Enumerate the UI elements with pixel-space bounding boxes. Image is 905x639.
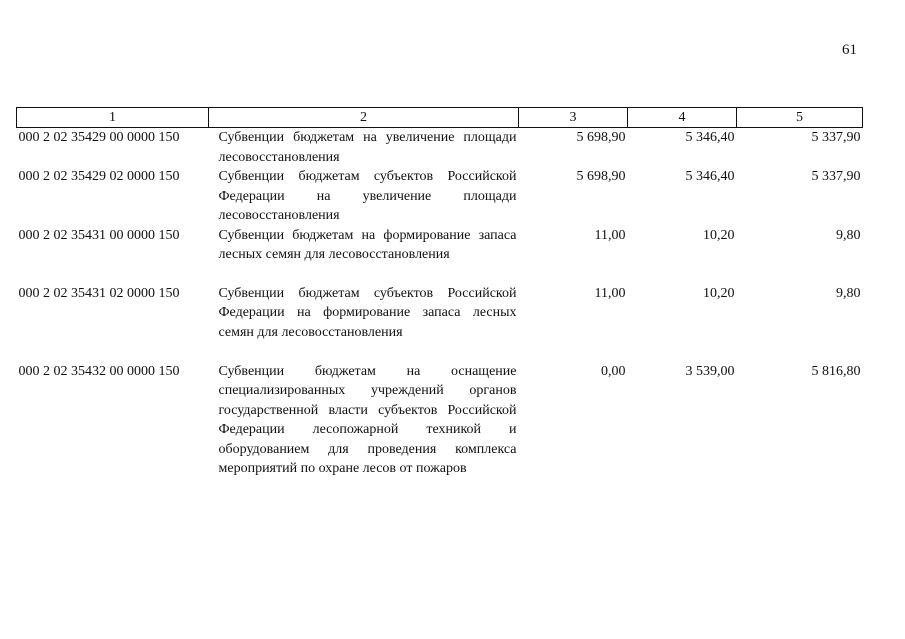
description: Субвенции бюджетам субъектов Российской Федерации на формирование запаса лесных семян для лесовосстановления (218, 285, 517, 340)
column-header-2: 2 (209, 108, 519, 128)
amount-col-3: 0,00 (601, 363, 626, 379)
table-row (17, 226, 863, 284)
amount-col-4: 5 346,40 (685, 130, 735, 145)
amount-col-4: 5 346,40 (685, 169, 735, 184)
amount-col-4: 3 539,00 (685, 363, 735, 379)
column-header-3: 3 (519, 108, 628, 128)
description: Субвенции бюджетам на оснащение специализированных учреждений органов государственной власти субъектов Российской Федерации лесопожарной техникой и оборудованием для проведения комплекса мероприятий по охране лесов от пожаров (218, 363, 517, 476)
table-row (17, 362, 863, 498)
column-header-1: 1 (17, 108, 209, 128)
amount-col-5: 5 337,90 (811, 169, 861, 184)
description: Субвенции бюджетам на формирование запаса лесных семян для лесовосстановления (218, 227, 517, 262)
description: Субвенции бюджетам на увеличение площади лесовосстановления (218, 130, 517, 165)
amount-col-5: 9,80 (836, 227, 861, 243)
budget-code: 000 2 02 35431 02 0000 150 (18, 285, 180, 301)
budget-table (16, 107, 863, 498)
page-number: 61 (842, 42, 857, 58)
budget-code: 000 2 02 35429 02 0000 150 (18, 169, 180, 184)
amount-col-4: 10,20 (703, 227, 735, 243)
amount-col-5: 9,80 (836, 285, 861, 301)
amount-col-3: 11,00 (594, 227, 626, 243)
amount-col-4: 10,20 (703, 285, 735, 301)
column-header-4: 4 (628, 108, 737, 128)
column-header-5: 5 (737, 108, 863, 128)
amount-col-3: 5 698,90 (576, 130, 626, 145)
table-row (17, 128, 863, 168)
table-body (17, 128, 863, 498)
amount-col-5: 5 337,90 (811, 130, 861, 145)
table-row (17, 284, 863, 362)
table-row (17, 167, 863, 226)
amount-col-3: 5 698,90 (576, 169, 626, 184)
amount-col-5: 5 816,80 (811, 363, 861, 379)
budget-code: 000 2 02 35429 00 0000 150 (18, 130, 180, 145)
description: Субвенции бюджетам субъектов Российской Федерации на увеличение площади лесовосстановления (218, 169, 517, 223)
header-row (17, 108, 863, 128)
amount-col-3: 11,00 (594, 285, 626, 301)
table-header (17, 108, 863, 128)
budget-code: 000 2 02 35432 00 0000 150 (18, 363, 180, 379)
budget-code: 000 2 02 35431 00 0000 150 (18, 227, 180, 243)
